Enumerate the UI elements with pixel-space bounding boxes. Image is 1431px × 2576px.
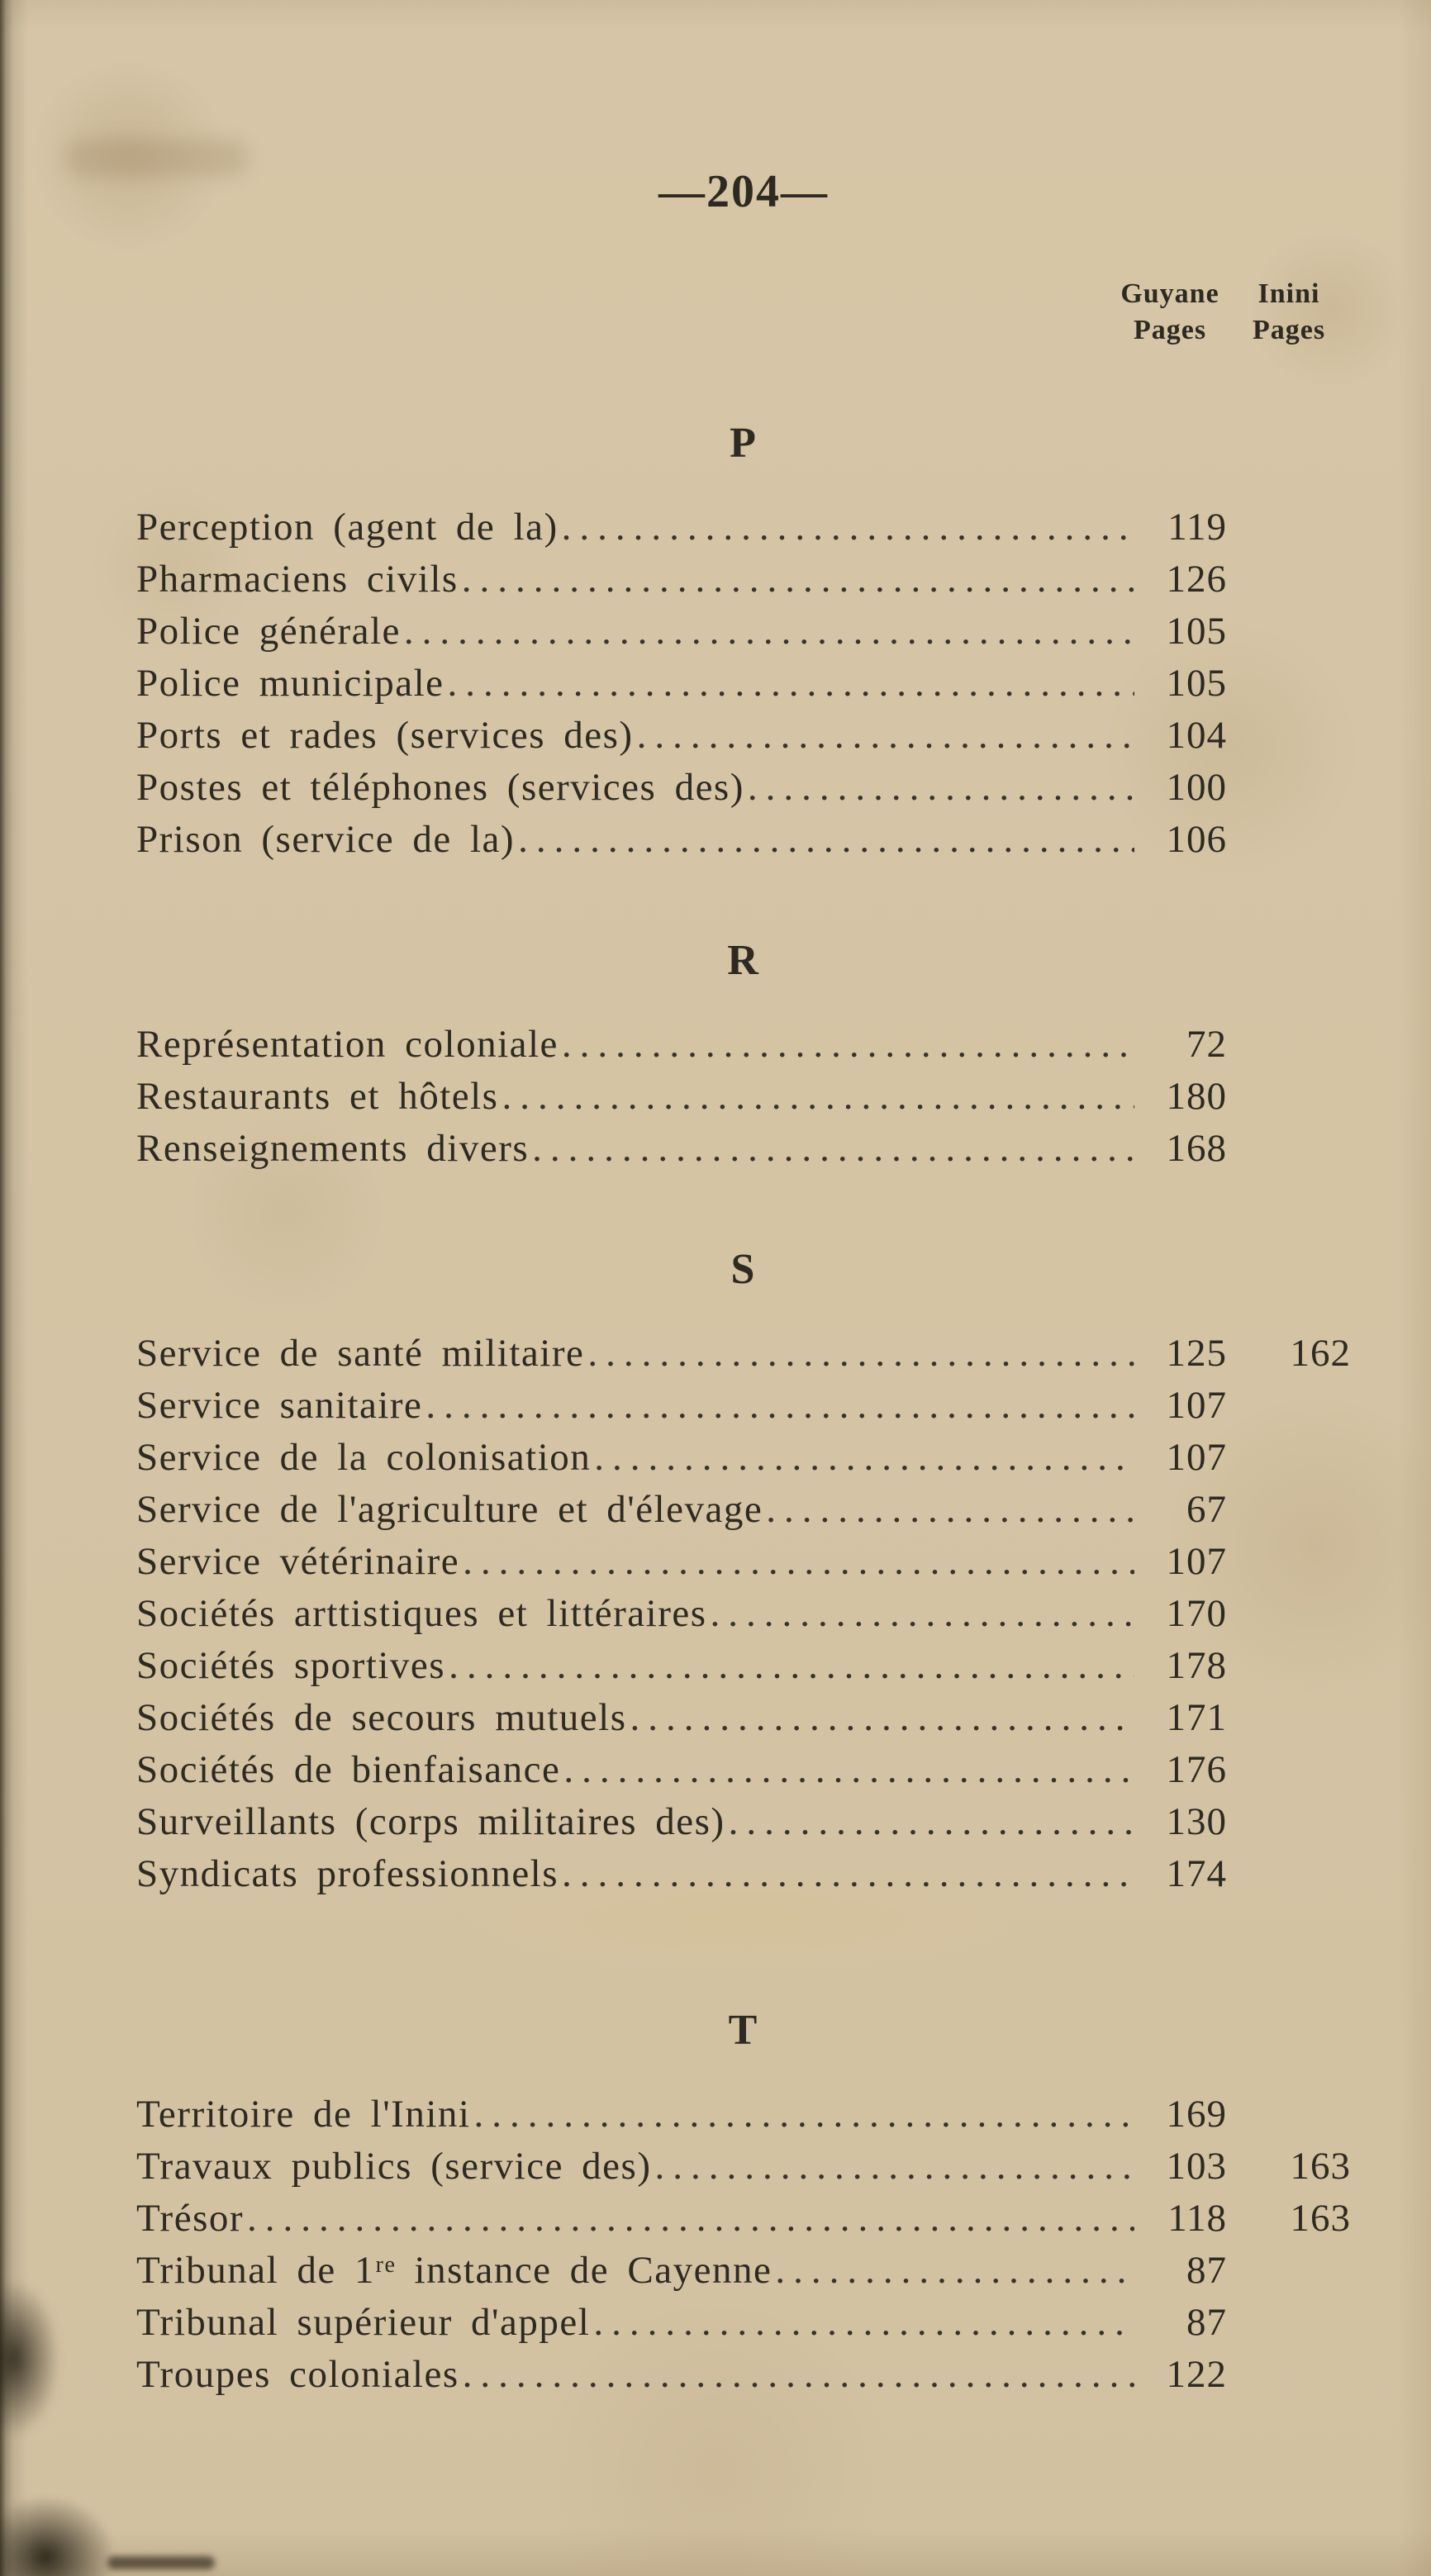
index-sections — [136, 419, 1351, 2401]
column-header-guyane — [1113, 276, 1227, 349]
entry-label: Syndicats professionnels — [136, 1852, 559, 1895]
entry-label: Restaurants et hôtels — [136, 1075, 499, 1118]
dot-leader — [748, 762, 1134, 814]
dot-leader — [425, 1380, 1134, 1432]
section-entries — [136, 2089, 1351, 2401]
entry-guyane-page: 105 — [1166, 662, 1227, 705]
entry-guyane-page: 118 — [1167, 2197, 1227, 2240]
entry-label: Sociétés sportives — [136, 1644, 446, 1687]
dot-leader — [594, 1432, 1134, 1484]
index-entry — [136, 1019, 1351, 1071]
index-entry — [136, 1071, 1351, 1123]
index-entry — [136, 1640, 1351, 1692]
entry-guyane-page: 72 — [1186, 1023, 1227, 1066]
entry-guyane-page: 67 — [1186, 1488, 1227, 1531]
index-entry — [136, 658, 1351, 710]
column-header-inini-title: Inini — [1257, 278, 1320, 309]
dot-leader — [448, 658, 1134, 710]
index-entry — [136, 1744, 1351, 1796]
index-entry — [136, 1588, 1351, 1640]
index-entry — [136, 762, 1351, 814]
dot-leader — [463, 1536, 1134, 1588]
entry-label: Service de santé militaire — [136, 1332, 585, 1375]
index-entry — [136, 554, 1351, 606]
entry-label: Service de la colonisation — [136, 1436, 592, 1479]
dot-leader — [562, 1848, 1134, 1900]
index-entry — [136, 1848, 1351, 1900]
index-entry — [136, 1432, 1351, 1484]
entry-guyane-page: 125 — [1166, 1332, 1227, 1375]
dot-leader — [518, 814, 1134, 866]
index-section — [136, 419, 1351, 866]
entry-guyane-page: 104 — [1166, 714, 1227, 757]
dot-leader — [449, 1640, 1134, 1692]
entry-label: Représentation coloniale — [136, 1023, 559, 1066]
dot-leader — [463, 2349, 1134, 2401]
entry-guyane-page: 180 — [1166, 1075, 1227, 1118]
entry-guyane-page: 174 — [1166, 1852, 1227, 1895]
dot-leader — [766, 1484, 1134, 1536]
index-entry — [136, 501, 1351, 554]
dot-leader — [462, 554, 1134, 606]
index-entry — [136, 1380, 1351, 1432]
entry-guyane-page: 107 — [1166, 1384, 1227, 1427]
entry-label: Service sanitaire — [136, 1384, 423, 1427]
section-letter: P — [730, 420, 758, 467]
entry-guyane-page: 103 — [1166, 2145, 1227, 2188]
dot-leader — [711, 1588, 1134, 1640]
entry-label: Travaux publics (service des) — [136, 2145, 652, 2188]
dot-leader — [729, 1796, 1134, 1848]
dot-leader — [593, 2297, 1134, 2349]
entry-label: Renseignements divers — [136, 1127, 530, 1170]
entry-guyane-page: 87 — [1186, 2249, 1227, 2292]
entry-guyane-page: 170 — [1166, 1592, 1227, 1635]
column-header-guyane-pages: Pages — [1133, 315, 1207, 345]
index-entry — [136, 1692, 1351, 1744]
entry-label: Sociétés de bienfaisance — [136, 1748, 561, 1791]
entry-label: Postes et téléphones (services des) — [136, 766, 744, 809]
column-header-inini-pages: Pages — [1252, 315, 1326, 345]
index-section — [136, 936, 1351, 1175]
section-entries — [136, 1019, 1351, 1175]
entry-label: Ports et rades (services des) — [136, 714, 634, 757]
entry-label: Pharmaciens civils — [136, 558, 459, 601]
index-entry — [136, 2141, 1351, 2193]
column-headers — [136, 276, 1351, 349]
dot-leader — [562, 501, 1134, 554]
entry-guyane-page: 87 — [1186, 2301, 1227, 2344]
dot-leader — [630, 1692, 1134, 1744]
index-entry — [136, 2297, 1351, 2349]
dot-leader — [562, 1019, 1134, 1071]
entry-label: Territoire de l'Inini — [136, 2093, 471, 2136]
entry-label: Police municipale — [136, 662, 445, 705]
dot-leader — [587, 1328, 1134, 1380]
section-letter: S — [730, 1246, 757, 1293]
index-entry — [136, 1123, 1351, 1175]
entry-guyane-page: 100 — [1166, 766, 1227, 809]
section-entries — [136, 501, 1351, 866]
index-entry — [136, 1796, 1351, 1848]
entry-inini-page: 163 — [1290, 2197, 1351, 2240]
entry-guyane-page: 122 — [1166, 2353, 1227, 2396]
entry-label: Sociétés de secours mutuels — [136, 1696, 627, 1739]
dot-leader — [775, 2245, 1134, 2297]
entry-guyane-page: 178 — [1166, 1644, 1227, 1687]
dot-leader — [502, 1071, 1134, 1123]
entry-guyane-page: 168 — [1166, 1127, 1227, 1170]
entry-label: Perception (agent de la) — [136, 506, 559, 549]
index-entry — [136, 2193, 1351, 2245]
section-letter: T — [728, 2007, 759, 2054]
dot-leader — [473, 2089, 1134, 2141]
entry-inini-page: 163 — [1290, 2145, 1351, 2188]
entry-label: Service vétérinaire — [136, 1540, 460, 1583]
entry-label: Tribunal de 1ʳᵉ instance de Cayenne — [136, 2249, 773, 2292]
entry-guyane-page: 171 — [1166, 1696, 1227, 1739]
entry-guyane-page: 126 — [1166, 558, 1227, 601]
entry-label: Sociétés arttistiques et littéraires — [136, 1592, 707, 1635]
bottom-edge-mark — [107, 2556, 215, 2569]
entry-guyane-page: 107 — [1166, 1436, 1227, 1479]
index-section — [136, 2006, 1351, 2401]
dot-leader — [654, 2141, 1134, 2193]
index-entry — [136, 2349, 1351, 2401]
entry-guyane-page: 105 — [1166, 610, 1227, 653]
index-entry — [136, 606, 1351, 658]
dot-leader — [404, 606, 1134, 658]
index-entry — [136, 1328, 1351, 1380]
entry-label: Trésor — [136, 2197, 245, 2240]
index-entry — [136, 2245, 1351, 2297]
entry-label: Police générale — [136, 610, 401, 653]
entry-inini-page: 162 — [1290, 1332, 1351, 1375]
entry-guyane-page: 176 — [1166, 1748, 1227, 1791]
entry-guyane-page: 119 — [1167, 506, 1227, 549]
dot-leader — [563, 1744, 1134, 1796]
entry-guyane-page: 107 — [1166, 1540, 1227, 1583]
section-letter: R — [727, 937, 760, 984]
entry-label: Surveillants (corps militaires des) — [136, 1800, 725, 1843]
dot-leader — [247, 2193, 1134, 2245]
section-entries — [136, 1328, 1351, 1900]
index-entry — [136, 1484, 1351, 1536]
corner-stain — [0, 2495, 116, 2576]
column-header-guyane-title: Guyane — [1120, 278, 1219, 309]
index-entry — [136, 2089, 1351, 2141]
index-entry — [136, 710, 1351, 762]
column-header-inini — [1227, 276, 1351, 349]
dot-leader — [532, 1123, 1134, 1175]
entry-guyane-page: 130 — [1166, 1800, 1227, 1843]
entry-label: Tribunal supérieur d'appel — [136, 2301, 591, 2344]
page-number: —204— — [658, 166, 829, 217]
index-entry — [136, 1536, 1351, 1588]
index-section — [136, 1245, 1351, 1900]
index-entry — [136, 814, 1351, 866]
dot-leader — [637, 710, 1134, 762]
entry-label: Service de l'agriculture et d'élevage — [136, 1488, 763, 1531]
entry-guyane-page: 106 — [1166, 818, 1227, 861]
entry-guyane-page: 169 — [1166, 2093, 1227, 2136]
entry-label: Troupes coloniales — [136, 2353, 459, 2396]
entry-label: Prison (service de la) — [136, 818, 516, 861]
